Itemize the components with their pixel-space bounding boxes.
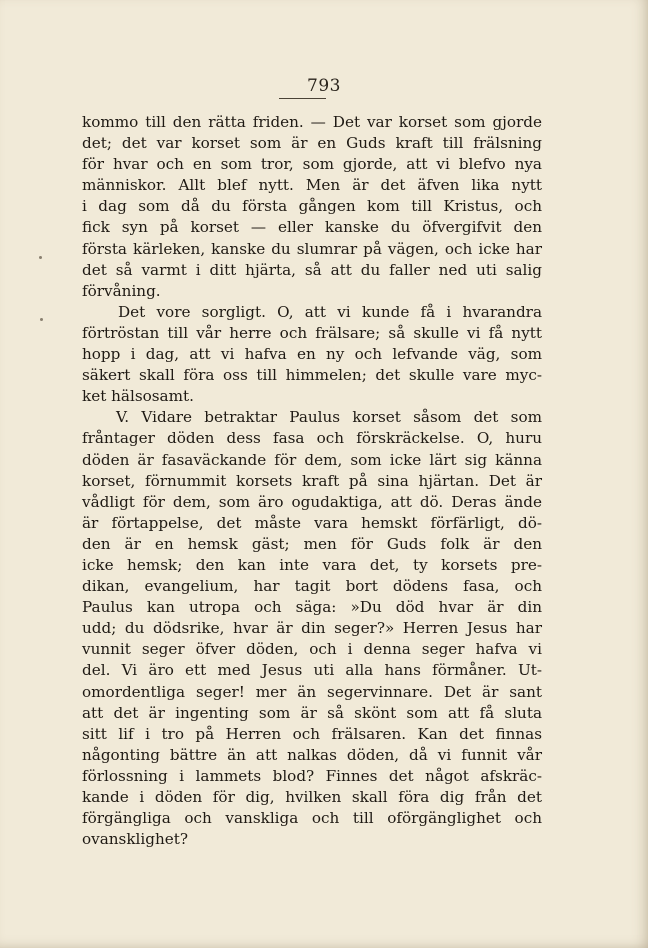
page-number-rule [279,98,326,99]
text-line: första kärleken, kanske du slumrar på vägen, och icke har [82,239,542,258]
text-line: förtröstan till vår herre och frälsare; så skulle vi få nytt [82,323,542,342]
page-number: 793 [307,76,341,96]
text-line: sitt lif i tro på Herren och frälsaren. Kan det finnas [82,724,542,743]
text-line: ket hälsosamt. [82,387,194,406]
text-line: människor. Allt blef nytt. Men är det äfven lika nytt [82,176,542,195]
text-line: kommo till den rätta friden. — Det var korset som gjorde [82,113,542,131]
text-line: vunnit seger öfver döden, och i denna seger hafva vi [82,640,542,659]
text-line: Paulus kan utropa och säga: »Du död hvar är din [82,598,542,617]
text-line: förgängliga och vanskliga och till oförgänglighet och [82,809,542,828]
text-line: någonting bättre än att nalkas döden, då vi funnit vår [82,745,542,764]
text-line: säkert skall föra oss till himmelen; det skulle vare myc- [82,366,542,385]
text-line: dikan, evangelium, har tagit bort dödens fasa, och [82,577,542,596]
text-line: icke hemsk; den kan inte vara det, ty korsets pre- [82,555,542,574]
text-line: är förtappelse, det måste vara hemskt förfärligt, dö- [82,513,542,532]
text-line: fick syn på korset — eller kanske du öfvergifvit den [82,218,542,237]
body-text [82,112,542,850]
text-line: förvåning. [82,281,161,300]
margin-speck [40,318,43,321]
text-line: udd; du dödsrike, hvar är din seger?» Herren Jesus har [82,619,542,638]
text-line: omordentliga seger! mer än segervinnare. Det är sant [82,682,542,701]
text-line: förlossning i lammets blod? Finnes det något afskräc- [82,766,542,785]
text-line: korset, förnummit korsets kraft på sina hjärtan. Det är [82,471,542,490]
text-line: i dag som då du första gången kom till Kristus, och [82,197,542,216]
text-line: Det vore sorgligt. O, att vi kunde få i hvarandra [118,302,542,321]
text-line: vådligt för dem, som äro ogudaktiga, att dö. Deras ände [82,492,542,511]
text-line: den är en hemsk gäst; men för Guds folk är den [82,534,542,553]
text-line: för hvar och en som tror, som gjorde, att vi blefvo nya [82,155,542,174]
text-line: att det är ingenting som är så skönt som att få sluta [82,703,542,722]
text-line: V. Vidare betraktar Paulus korset såsom det som [116,408,542,427]
text-line: det så varmt i ditt hjärta, så att du faller ned uti salig [82,260,542,279]
margin-speck [39,256,42,259]
text-line: fråntager döden dess fasa och förskräckelse. O, huru [82,429,542,448]
text-line: hopp i dag, att vi hafva en ny och lefvande väg, som [82,345,542,364]
text-line: döden är fasaväckande för dem, som icke lärt sig känna [82,450,542,469]
text-line: det; det var korset som är en Guds kraft till frälsning [82,134,542,153]
text-line: kande i döden för dig, hvilken skall föra dig från det [82,788,542,806]
text-line: ovansklighet? [82,830,189,849]
text-line: del. Vi äro ett med Jesus uti alla hans förmåner. Ut- [82,661,542,680]
